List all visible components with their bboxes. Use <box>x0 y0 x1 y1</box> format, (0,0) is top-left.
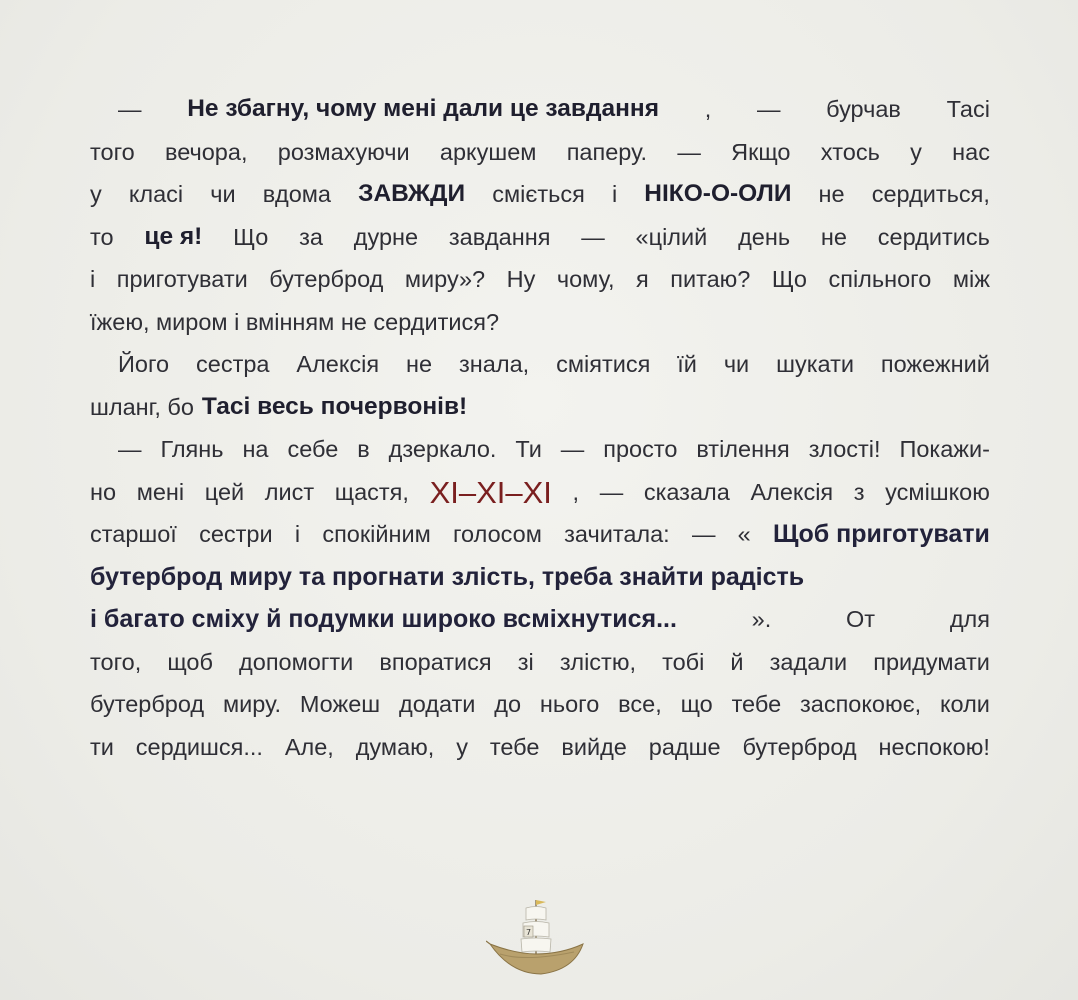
text-line <box>90 131 990 174</box>
word: «цілий <box>635 223 708 250</box>
word: — <box>118 436 142 462</box>
emphasis-text: бутерброд миру та прогнати злість, треба знайти радість <box>90 562 805 591</box>
word: тебе <box>731 691 782 717</box>
text-line <box>90 88 990 131</box>
word: Якщо <box>731 138 791 165</box>
word: й <box>730 648 744 675</box>
word: того <box>90 138 135 165</box>
word: я <box>636 266 649 292</box>
word: нього <box>539 691 600 717</box>
word: — <box>756 96 781 122</box>
word: старшої <box>90 521 177 547</box>
word: сміється <box>492 181 585 207</box>
word: голосом <box>452 521 542 547</box>
word: аркушем <box>439 138 537 165</box>
word: їй <box>677 351 697 377</box>
word: просто <box>603 436 678 462</box>
emphasis-text: це я! <box>144 222 203 250</box>
word: чи <box>210 181 236 207</box>
text-line <box>90 343 990 386</box>
word: сердиться, <box>871 181 990 207</box>
word: дзеркало. <box>388 436 497 462</box>
word: думаю, <box>355 733 435 760</box>
word: не <box>818 181 845 207</box>
word: спільного <box>828 266 932 292</box>
word: — <box>691 521 716 547</box>
word: і <box>90 266 96 292</box>
word: тебе <box>489 733 540 760</box>
word: завдання <box>448 223 551 250</box>
word: вийде <box>561 733 627 760</box>
word: , <box>704 96 712 122</box>
word: сестра <box>196 351 270 377</box>
word: бутерброд <box>269 266 384 292</box>
word: придумати <box>873 648 990 675</box>
word: чому, <box>556 266 615 292</box>
word: за <box>299 223 323 250</box>
word: розмахуючи <box>277 138 410 165</box>
emphasis-text: Щоб приготувати <box>772 520 990 548</box>
laugh-text: ХІ–ХІ–ХІ <box>429 474 552 510</box>
word: впоратися <box>379 648 492 675</box>
word: неспокою! <box>878 733 990 760</box>
word: втілення <box>696 436 790 462</box>
word: щоб <box>167 648 213 675</box>
word: — <box>599 478 624 505</box>
word: на <box>242 436 269 462</box>
word: цей <box>204 478 245 505</box>
word: між <box>952 266 990 292</box>
word: — <box>581 223 605 250</box>
word: у <box>90 181 102 207</box>
word: бутерброд <box>90 691 205 717</box>
word: і <box>294 521 301 547</box>
text-line <box>90 598 990 641</box>
word: сміятися <box>556 351 651 377</box>
word: Алексія <box>750 478 834 505</box>
word: до <box>494 691 522 717</box>
emphasis-text: Тасі весь почервонів! <box>201 392 468 420</box>
word: злістю, <box>559 648 636 675</box>
word: приготувати <box>116 266 248 292</box>
word: ». <box>751 606 772 632</box>
word: дурне <box>353 223 419 250</box>
word: Ну <box>506 266 536 292</box>
word: того, <box>90 648 142 675</box>
text-line <box>90 556 990 599</box>
word: зачитала: <box>564 521 670 547</box>
word: Його <box>118 351 170 377</box>
word: що <box>680 691 713 717</box>
emphasis-text: ЗАВЖДИ <box>358 180 466 207</box>
text-run: шланг, бо <box>90 393 194 420</box>
word: не <box>820 223 847 250</box>
word: пожежний <box>880 351 990 377</box>
text-line <box>90 726 990 769</box>
word: Але, <box>284 733 334 760</box>
word: миру»? <box>404 266 486 292</box>
text-line <box>90 301 990 344</box>
word: все, <box>618 691 662 717</box>
text-line <box>90 386 990 429</box>
sailing-ship-icon <box>486 892 586 992</box>
word: — <box>677 138 701 165</box>
word: чи <box>723 351 750 377</box>
word: Що <box>771 266 807 292</box>
word: для <box>949 606 990 632</box>
word: радше <box>648 733 721 760</box>
word: у <box>910 138 922 165</box>
emphasis-text: НІКО-О-ОЛИ <box>644 180 792 207</box>
word: сестри <box>199 521 273 547</box>
word: Можеш <box>299 691 381 717</box>
word: питаю? <box>670 266 751 292</box>
text-line <box>90 428 990 471</box>
emphasis-text: Не збагну, чому мені дали це завдання <box>187 95 660 122</box>
word: задали <box>769 648 848 675</box>
word: Алексія <box>296 351 380 377</box>
story-text <box>90 88 990 768</box>
word: лист <box>264 478 315 505</box>
word: бурчав <box>826 96 901 122</box>
word: сердишся... <box>135 733 263 760</box>
word: додати <box>398 691 476 717</box>
word: — <box>118 96 142 122</box>
word: зі <box>517 648 534 675</box>
word: Ти <box>515 436 542 462</box>
word: но <box>90 478 117 505</box>
word: вечора, <box>164 138 248 165</box>
word: вдома <box>262 181 331 207</box>
word: в <box>357 436 370 462</box>
word: злості! <box>808 436 881 462</box>
word: « <box>737 521 751 547</box>
text-line <box>90 216 990 259</box>
word: класі <box>128 181 184 207</box>
text-run: їжею, миром і вмінням не сердитися? <box>90 308 500 335</box>
word: шукати <box>776 351 854 377</box>
text-line <box>90 683 990 726</box>
word: допомогти <box>239 648 354 675</box>
word: сказала <box>643 478 730 505</box>
word: хтось <box>820 138 880 165</box>
word: Покажи- <box>899 436 990 462</box>
word: миру. <box>222 691 281 717</box>
word: з <box>853 478 865 505</box>
word: сердитись <box>877 223 990 250</box>
word: спокійним <box>322 521 431 547</box>
word: коли <box>939 691 990 717</box>
word: Глянь <box>160 436 224 462</box>
word: не <box>406 351 433 377</box>
word: Тасі <box>946 96 990 122</box>
word: бутерброд <box>742 733 857 760</box>
word: нас <box>952 138 990 165</box>
word: мені <box>136 478 185 505</box>
word: заспокоює, <box>799 691 922 717</box>
text-line <box>90 258 990 301</box>
text-line <box>90 641 990 684</box>
word: паперу. <box>566 138 648 165</box>
word: тобі <box>662 648 705 675</box>
word: , <box>572 478 580 505</box>
text-line <box>90 513 990 556</box>
word: знала, <box>459 351 530 377</box>
word: себе <box>287 436 339 462</box>
word: і <box>611 181 618 207</box>
word: то <box>90 223 114 250</box>
word: ти <box>90 733 114 760</box>
word: щастя, <box>334 478 409 505</box>
word: усмішкою <box>885 478 990 505</box>
emphasis-text: і багато сміху й подумки широко всміхнутися... <box>90 605 677 633</box>
word: От <box>846 606 876 632</box>
word: Що <box>233 223 269 250</box>
word: — <box>560 436 585 462</box>
text-line <box>90 173 990 216</box>
text-line <box>90 471 990 514</box>
word: у <box>456 733 468 760</box>
flag-number: 7 <box>525 928 532 937</box>
word: день <box>738 223 791 250</box>
